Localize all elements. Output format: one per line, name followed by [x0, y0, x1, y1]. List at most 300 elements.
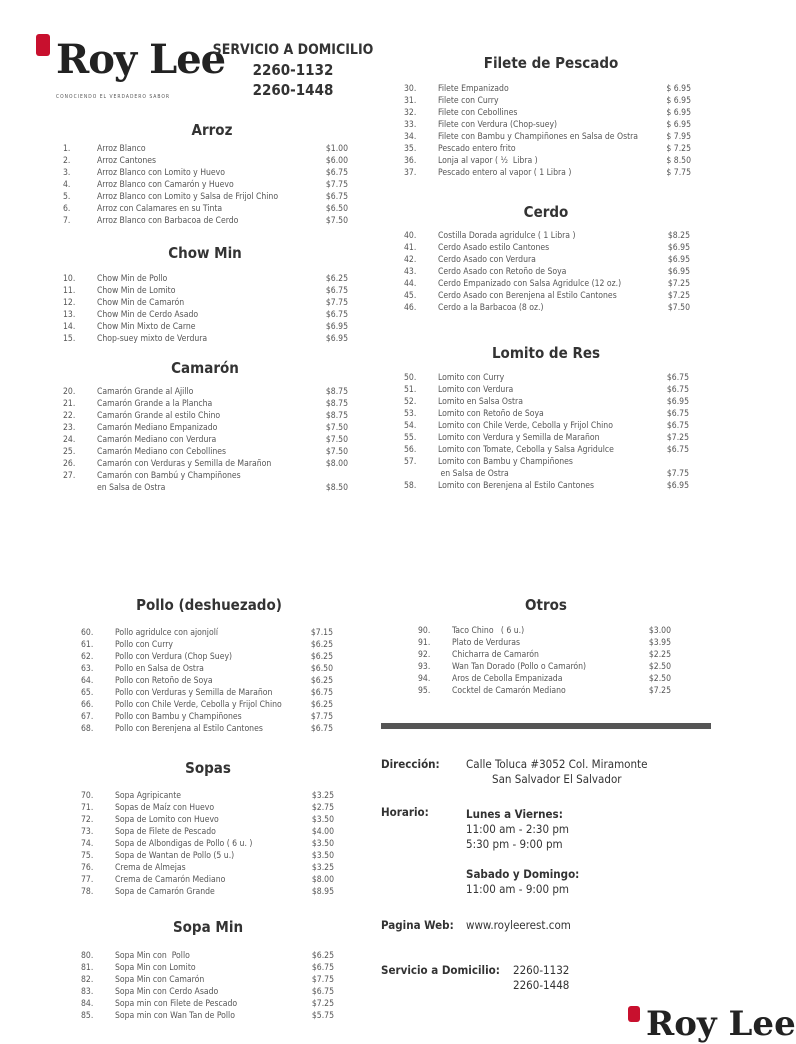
item-price: $6.50 [310, 664, 333, 674]
menu-item [81, 1010, 334, 1022]
item-name: Pollo en Salsa de Ostra [115, 664, 204, 674]
item-price: $6.95 [667, 243, 690, 253]
item-name: Lomito con Verdura y Semilla de Marañon [438, 433, 600, 443]
item-number: 43. [404, 267, 417, 277]
brand-name: Roy Lee [56, 36, 226, 83]
item-price: $3.50 [311, 815, 334, 825]
item-number: 42. [404, 255, 417, 265]
item-name: Chop-suey mixto de Verdura [97, 334, 208, 344]
menu-item [63, 143, 348, 155]
item-number: 61. [81, 640, 94, 650]
menu-item [63, 386, 348, 398]
weekday-label: Lunes a Viernes: [466, 807, 563, 821]
item-price: $3.50 [311, 851, 334, 861]
item-price: $ 7.75 [666, 168, 691, 178]
menu-item [404, 456, 689, 480]
item-number: 10. [63, 274, 76, 284]
item-number: 83. [81, 987, 94, 997]
item-price: $4.00 [311, 827, 334, 837]
item-number: 73. [81, 827, 94, 837]
menu-item [63, 321, 348, 333]
item-number: 11. [63, 286, 76, 296]
menu-item [404, 290, 690, 302]
section-title-sopas: Sopas [185, 759, 231, 777]
menu-item [81, 950, 334, 962]
delivery-phone-2: 2260-1448 [252, 81, 334, 99]
item-price: $6.95 [667, 267, 690, 277]
item-number: 93. [418, 662, 431, 672]
item-price: $6.75 [666, 445, 689, 455]
item-price: $7.50 [325, 447, 348, 457]
item-number: 22. [63, 411, 76, 421]
item-name: Lomito en Salsa Ostra [438, 397, 523, 407]
item-name: Arroz Blanco con Lomito y Salsa de Frijol Chino [97, 192, 279, 202]
item-number: 31. [404, 96, 417, 106]
item-price: $2.75 [311, 803, 334, 813]
menu-list-otros [418, 625, 671, 697]
item-name: Cerdo Asado estilo Cantones [438, 243, 550, 253]
address-label: Dirección: [381, 757, 440, 771]
item-name: Sopa Min con Camarón [115, 975, 205, 985]
item-price: $7.75 [325, 180, 348, 190]
menu-item [81, 886, 334, 898]
item-number: 46. [404, 303, 417, 313]
item-number: 23. [63, 423, 76, 433]
delivery-header [190, 40, 396, 100]
item-name: Pollo con Bambu y Champiñones [115, 712, 242, 722]
item-name: Sopa min con Wan Tan de Pollo [115, 1011, 235, 1021]
item-number: 55. [404, 433, 417, 443]
item-price: $8.75 [325, 387, 348, 397]
item-name: Sopa de Filete de Pescado [115, 827, 216, 837]
item-price: $6.75 [310, 688, 333, 698]
item-price: $6.25 [310, 700, 333, 710]
item-name: Arroz Blanco [97, 144, 146, 154]
menu-item [404, 131, 691, 143]
item-name: Sopa Min con Lomito [115, 963, 196, 973]
item-price: $7.75 [310, 712, 333, 722]
item-price: $6.95 [666, 481, 689, 491]
menu-item [418, 661, 671, 673]
item-name: Lonja al vapor ( ½ Libra ) [438, 156, 538, 166]
delivery-label: Servicio a Domicilio: [381, 963, 500, 977]
menu-item [404, 420, 689, 432]
item-number: 44. [404, 279, 417, 289]
section-title-pescado: Filete de Pescado [483, 54, 619, 72]
item-number: 27. [63, 471, 76, 481]
menu-item [63, 203, 348, 215]
menu-list-sopamin [81, 950, 334, 1022]
menu-list-sopas [81, 790, 334, 898]
menu-item [404, 408, 689, 420]
item-price: $7.25 [667, 279, 690, 289]
item-price: $6.25 [325, 274, 348, 284]
item-name: Camarón Mediano Empanizado [97, 423, 218, 433]
item-number: 1. [63, 144, 71, 154]
item-number: 41. [404, 243, 417, 253]
menu-item [404, 254, 690, 266]
item-name: Filete con Cebollines [438, 108, 518, 118]
item-number: 78. [81, 887, 94, 897]
item-price: $8.25 [667, 231, 690, 241]
menu-item [81, 874, 334, 886]
item-name: Sopa de Camarón Grande [115, 887, 215, 897]
item-number: 7. [63, 216, 71, 226]
menu-item [81, 639, 333, 651]
item-name: Camarón con Bambú y Champiñones en Salsa de Ostra [97, 471, 241, 493]
item-name: Sopa de Wantan de Pollo (5 u.) [115, 851, 235, 861]
menu-item [404, 230, 690, 242]
menu-item [404, 167, 691, 179]
item-price: $8.75 [325, 411, 348, 421]
footer-brand-name: Roy Lee [646, 1004, 796, 1044]
menu-item [404, 396, 689, 408]
menu-item [81, 651, 333, 663]
item-name: Chow Min Mixto de Carne [97, 322, 196, 332]
item-price: $6.75 [666, 421, 689, 431]
item-number: 75. [81, 851, 94, 861]
item-price: $7.50 [325, 216, 348, 226]
item-number: 62. [81, 652, 94, 662]
item-name: Camarón Mediano con Verdura [97, 435, 217, 445]
item-name: Arroz con Calamares en su Tinta [97, 204, 223, 214]
web-block [381, 918, 711, 934]
item-name: Aros de Cebolla Empanizada [452, 674, 563, 684]
item-name: Lomito con Curry [438, 373, 505, 383]
section-title-chowmin: Chow Min [168, 244, 242, 262]
item-name: Pollo agridulce con ajonjolí [115, 628, 218, 638]
item-name: Sopa Agripicante [115, 791, 181, 801]
item-price: $7.50 [325, 435, 348, 445]
item-number: 80. [81, 951, 94, 961]
item-number: 81. [81, 963, 94, 973]
menu-item [63, 398, 348, 410]
section-title-lomito: Lomito de Res [491, 344, 601, 362]
item-price: $3.50 [311, 839, 334, 849]
item-number: 30. [404, 84, 417, 94]
menu-item [63, 422, 348, 434]
item-number: 92. [418, 650, 431, 660]
item-name: Arroz Blanco con Barbacoa de Cerdo [97, 216, 239, 226]
item-number: 36. [404, 156, 417, 166]
item-number: 85. [81, 1011, 94, 1021]
menu-item [81, 974, 334, 986]
item-price: $2.50 [648, 662, 671, 672]
item-number: 5. [63, 192, 71, 202]
web-label: Pagina Web: [381, 918, 454, 932]
menu-item [81, 687, 333, 699]
menu-item [81, 862, 334, 874]
item-number: 67. [81, 712, 94, 722]
seal-icon [36, 34, 50, 56]
menu-item [63, 309, 348, 321]
section-title-cerdo: Cerdo [523, 203, 569, 221]
item-price: $6.75 [325, 286, 348, 296]
item-name: Arroz Blanco con Lomito y Huevo [97, 168, 225, 178]
item-price: $ 7.25 [666, 144, 691, 154]
item-number: 52. [404, 397, 417, 407]
item-name: Chow Min de Camarón [97, 298, 185, 308]
item-name: Lomito con Retoño de Soya [438, 409, 544, 419]
item-number: 91. [418, 638, 431, 648]
item-price: $6.25 [311, 951, 334, 961]
menu-item [63, 410, 348, 422]
item-price: $8.50 [325, 483, 348, 493]
item-number: 76. [81, 863, 94, 873]
item-name: Sopa Min con Pollo [115, 951, 190, 961]
item-name: Pollo con Curry [115, 640, 173, 650]
item-number: 82. [81, 975, 94, 985]
item-price: $6.95 [667, 255, 690, 265]
delivery-title: SERVICIO A DOMICILIO [212, 42, 374, 58]
item-price: $6.75 [325, 168, 348, 178]
item-name: Cerdo Asado con Berenjena al Estilo Cantones [438, 291, 617, 301]
item-number: 32. [404, 108, 417, 118]
item-price: $6.75 [666, 385, 689, 395]
item-number: 74. [81, 839, 94, 849]
menu-item [418, 649, 671, 661]
menu-list-camaron [63, 386, 348, 494]
menu-item [63, 470, 348, 494]
weekday-hours-2: 5:30 pm - 9:00 pm [466, 837, 563, 851]
menu-item [404, 302, 690, 314]
item-price: $8.95 [311, 887, 334, 897]
footer-seal-icon [628, 1006, 640, 1022]
item-name: Pollo con Retoño de Soya [115, 676, 213, 686]
item-name: Lomito con Bambu y Champiñones en Salsa de Ostra [438, 457, 573, 479]
item-name: Filete con Bambu y Champiñones en Salsa de Ostra [438, 132, 639, 142]
item-number: 65. [81, 688, 94, 698]
menu-item [81, 663, 333, 675]
menu-item [404, 95, 691, 107]
item-name: Sopas de Maíz con Huevo [115, 803, 215, 813]
item-name: Arroz Cantones [97, 156, 157, 166]
item-name: Sopa Min con Cerdo Asado [115, 987, 219, 997]
menu-item [81, 802, 334, 814]
menu-item [81, 814, 334, 826]
item-price: $2.50 [648, 674, 671, 684]
item-price: $6.75 [666, 373, 689, 383]
menu-item [81, 627, 333, 639]
item-name: Filete con Curry [438, 96, 499, 106]
item-name: Plato de Verduras [452, 638, 521, 648]
menu-item [418, 673, 671, 685]
item-price: $ 8.50 [666, 156, 691, 166]
item-name: Pollo con Verduras y Semilla de Marañon [115, 688, 273, 698]
menu-item [63, 434, 348, 446]
item-name: Lomito con Chile Verde, Cebolla y Frijol Chino [438, 421, 613, 431]
menu-item [81, 986, 334, 998]
item-name: Lomito con Berenjena al Estilo Cantones [438, 481, 595, 491]
item-price: $6.25 [310, 640, 333, 650]
menu-item [404, 107, 691, 119]
menu-item [81, 850, 334, 862]
item-name: Sopa min con Filete de Pescado [115, 999, 238, 1009]
delivery-phone-1: 2260-1132 [252, 61, 334, 79]
item-name: Pollo con Verdura (Chop Suey) [115, 652, 233, 662]
menu-item [81, 998, 334, 1010]
item-number: 84. [81, 999, 94, 1009]
item-name: Camarón con Verduras y Semilla de Marañon [97, 459, 272, 469]
item-name: Wan Tan Dorado (Pollo o Camarón) [452, 662, 587, 672]
item-name: Cocktel de Camarón Mediano [452, 686, 566, 696]
item-number: 68. [81, 724, 94, 734]
menu-item [63, 297, 348, 309]
item-price: $ 6.95 [666, 120, 691, 130]
weekday-hours-1: 11:00 am - 2:30 pm [466, 822, 569, 836]
item-name: Lomito con Tomate, Cebolla y Salsa Agridulce [438, 445, 614, 455]
item-number: 58. [404, 481, 417, 491]
item-name: Cerdo Asado con Verdura [438, 255, 536, 265]
item-price: $6.95 [666, 397, 689, 407]
item-number: 3. [63, 168, 71, 178]
item-price: $6.95 [325, 322, 348, 332]
item-name: Lomito con Verdura [438, 385, 514, 395]
menu-item [81, 962, 334, 974]
menu-list-pescado [404, 83, 691, 179]
menu-item [404, 83, 691, 95]
item-name: Arroz Blanco con Camarón y Huevo [97, 180, 234, 190]
item-name: Camarón Grande a la Plancha [97, 399, 213, 409]
hours-block [381, 805, 711, 895]
item-number: 50. [404, 373, 417, 383]
item-number: 4. [63, 180, 71, 190]
menu-list-arroz [63, 143, 348, 227]
item-price: $7.75 [311, 975, 334, 985]
brand-logo [36, 34, 226, 104]
item-price: $ 7.95 [666, 132, 691, 142]
item-price: $8.75 [325, 399, 348, 409]
menu-item [404, 155, 691, 167]
item-name: Camarón Grande al Ajillo [97, 387, 194, 397]
item-number: 56. [404, 445, 417, 455]
item-price: $7.75 [325, 298, 348, 308]
menu-item [404, 384, 689, 396]
item-number: 25. [63, 447, 76, 457]
item-number: 60. [81, 628, 94, 638]
item-number: 57. [404, 457, 417, 467]
menu-item [404, 119, 691, 131]
item-number: 90. [418, 626, 431, 636]
menu-item [81, 711, 333, 723]
item-price: $5.75 [311, 1011, 334, 1021]
menu-item [81, 790, 334, 802]
item-number: 21. [63, 399, 76, 409]
item-price: $7.15 [310, 628, 333, 638]
menu-item [63, 446, 348, 458]
delivery-block [381, 963, 711, 995]
section-title-sopamin: Sopa Min [172, 918, 244, 936]
menu-item [418, 625, 671, 637]
menu-item [404, 266, 690, 278]
item-number: 14. [63, 322, 76, 332]
item-price: $ 6.95 [666, 108, 691, 118]
item-name: Costilla Dorada agridulce ( 1 Libra ) [438, 231, 576, 241]
delivery-info-phone-1: 2260-1132 [513, 963, 570, 977]
hours-label: Horario: [381, 805, 429, 819]
menu-item [81, 826, 334, 838]
address-block [381, 757, 711, 789]
item-name: Crema de Almejas [115, 863, 186, 873]
item-name: Pollo con Berenjena al Estilo Cantones [115, 724, 263, 734]
item-price: $6.95 [325, 334, 348, 344]
item-price: $6.75 [311, 987, 334, 997]
item-price: $7.75 [666, 469, 689, 479]
item-number: 15. [63, 334, 76, 344]
item-name: Chicharra de Camarón [452, 650, 539, 660]
item-price: $3.25 [311, 791, 334, 801]
item-price: $6.75 [325, 192, 348, 202]
item-price: $7.50 [325, 423, 348, 433]
menu-item [63, 179, 348, 191]
menu-item [63, 333, 348, 345]
menu-item [63, 191, 348, 203]
menu-item [404, 143, 691, 155]
item-price: $ 6.95 [666, 84, 691, 94]
item-number: 66. [81, 700, 94, 710]
item-number: 34. [404, 132, 417, 142]
item-number: 72. [81, 815, 94, 825]
section-divider [381, 723, 711, 729]
menu-item [63, 285, 348, 297]
item-name: Filete Empanizado [438, 84, 509, 94]
item-number: 2. [63, 156, 71, 166]
item-name: Sopa de Albondigas de Pollo ( 6 u. ) [115, 839, 253, 849]
item-name: Camarón Mediano con Cebollines [97, 447, 227, 457]
item-number: 94. [418, 674, 431, 684]
item-number: 12. [63, 298, 76, 308]
item-number: 13. [63, 310, 76, 320]
item-price: $6.50 [325, 204, 348, 214]
item-name: Chow Min de Cerdo Asado [97, 310, 199, 320]
item-price: $2.25 [648, 650, 671, 660]
item-price: $6.75 [310, 724, 333, 734]
item-name: Sopa de Lomito con Huevo [115, 815, 219, 825]
item-number: 40. [404, 231, 417, 241]
weekend-hours: 11:00 am - 9:00 pm [466, 882, 569, 896]
section-title-otros: Otros [525, 596, 567, 614]
section-title-arroz: Arroz [191, 121, 233, 139]
item-price: $6.75 [325, 310, 348, 320]
item-price: $7.25 [311, 999, 334, 1009]
item-number: 54. [404, 421, 417, 431]
web-link[interactable]: www.royleerest.com [466, 918, 571, 932]
item-price: $1.00 [325, 144, 348, 154]
item-name: Taco Chino ( 6 u.) [452, 626, 525, 636]
menu-item [81, 838, 334, 850]
item-price: $6.75 [666, 409, 689, 419]
brand-tagline: CONOCIENDO EL VERDADERO SABOR [56, 94, 171, 100]
item-number: 71. [81, 803, 94, 813]
item-number: 6. [63, 204, 71, 214]
item-number: 70. [81, 791, 94, 801]
item-price: $6.75 [311, 963, 334, 973]
menu-item [81, 723, 333, 735]
item-price: $6.00 [325, 156, 348, 166]
item-number: 20. [63, 387, 76, 397]
item-price: $6.25 [310, 676, 333, 686]
item-name: Pollo con Chile Verde, Cebolla y Frijol Chino [115, 700, 282, 710]
menu-item [404, 444, 689, 456]
item-number: 33. [404, 120, 417, 130]
delivery-info-phone-2: 2260-1448 [513, 978, 570, 992]
item-number: 35. [404, 144, 417, 154]
item-price: $7.25 [667, 291, 690, 301]
menu-item [63, 215, 348, 227]
item-name: Crema de Camarón Mediano [115, 875, 226, 885]
item-number: 37. [404, 168, 417, 178]
menu-item [404, 372, 689, 384]
